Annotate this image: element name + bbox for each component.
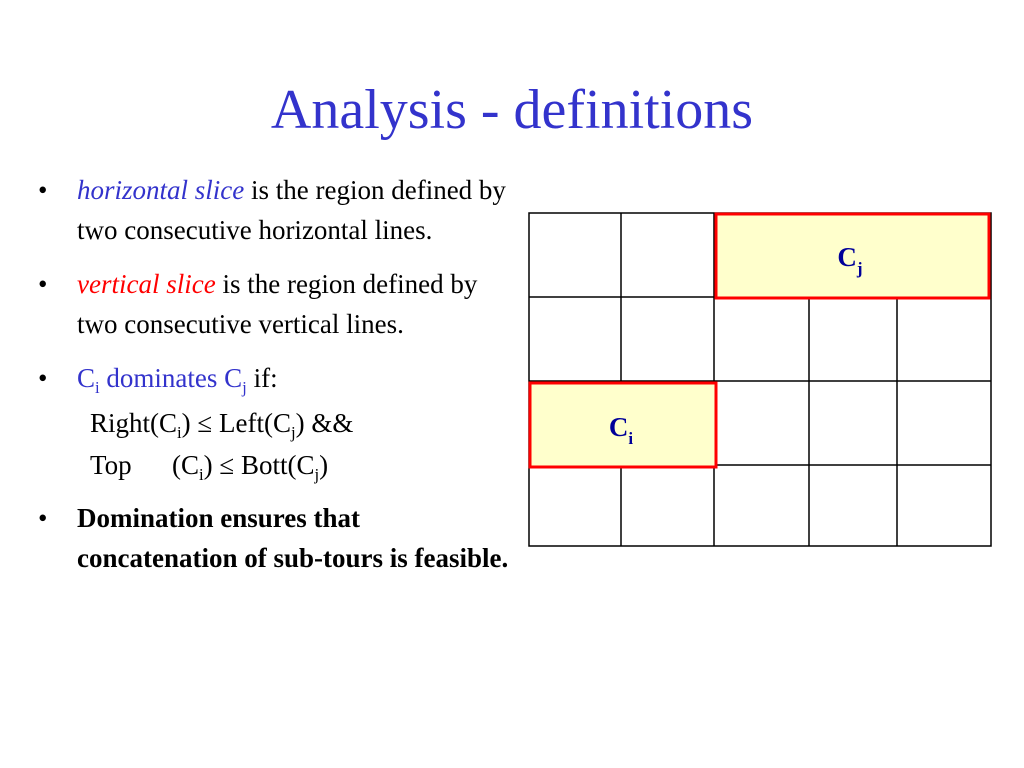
cond2-sub-j: j (314, 464, 320, 484)
term-horizontal-slice: horizontal slice (77, 175, 245, 205)
cond1-part-b: ) ≤ Left(C (181, 408, 291, 438)
bullet-dot: • (38, 175, 48, 205)
ci-sub: i (628, 429, 634, 448)
dominates-if: if: (246, 363, 278, 393)
slice-grid-diagram (528, 212, 994, 550)
dominates-word: dominates (99, 363, 225, 393)
ci-main: C (608, 412, 629, 442)
cond1-part-c: ) && (295, 408, 354, 438)
slide-title: Analysis - definitions (270, 79, 754, 141)
cond1-part-a: Right(C (90, 408, 178, 438)
bullet-dot: • (38, 503, 48, 533)
definition-horizontal-slice: is the region defined by two consecutive horizontal lines. (77, 175, 506, 245)
dominates-statement (77, 363, 247, 397)
cond2-part-b: ) ≤ Bott(C (203, 450, 315, 480)
cj-sub: j (856, 259, 863, 278)
ci-symbol: C (77, 363, 96, 393)
cond1-sub-i: i (177, 422, 182, 442)
cond2-sub-i: i (199, 464, 204, 484)
cond1-sub-j: j (290, 422, 296, 442)
condition-top-bott (38, 444, 518, 486)
cj-symbol: C (224, 363, 243, 393)
bullet-dominates (38, 358, 518, 398)
condition-right-left (38, 402, 518, 444)
term-vertical-slice: vertical slice (77, 269, 216, 299)
domination-text: Domination ensures that concatenation of sub-tours is feasible. (77, 503, 509, 573)
bullet-list (38, 170, 518, 592)
cj-main: C (837, 242, 857, 272)
cond2-part-a: (C (172, 450, 199, 480)
bullet-domination (38, 498, 518, 578)
bullet-vertical-slice (38, 264, 518, 344)
bullet-horizontal-slice (38, 170, 518, 250)
bullet-dot: • (38, 363, 48, 393)
cond2-label: Top (90, 450, 132, 480)
ci-subscript: i (95, 377, 100, 397)
cj-subscript: j (242, 377, 247, 397)
definition-vertical-slice: is the region defined by two consecutive vertical lines. (77, 269, 478, 339)
cond2-part-c: ) (319, 450, 329, 480)
bullet-dot: • (38, 269, 48, 299)
